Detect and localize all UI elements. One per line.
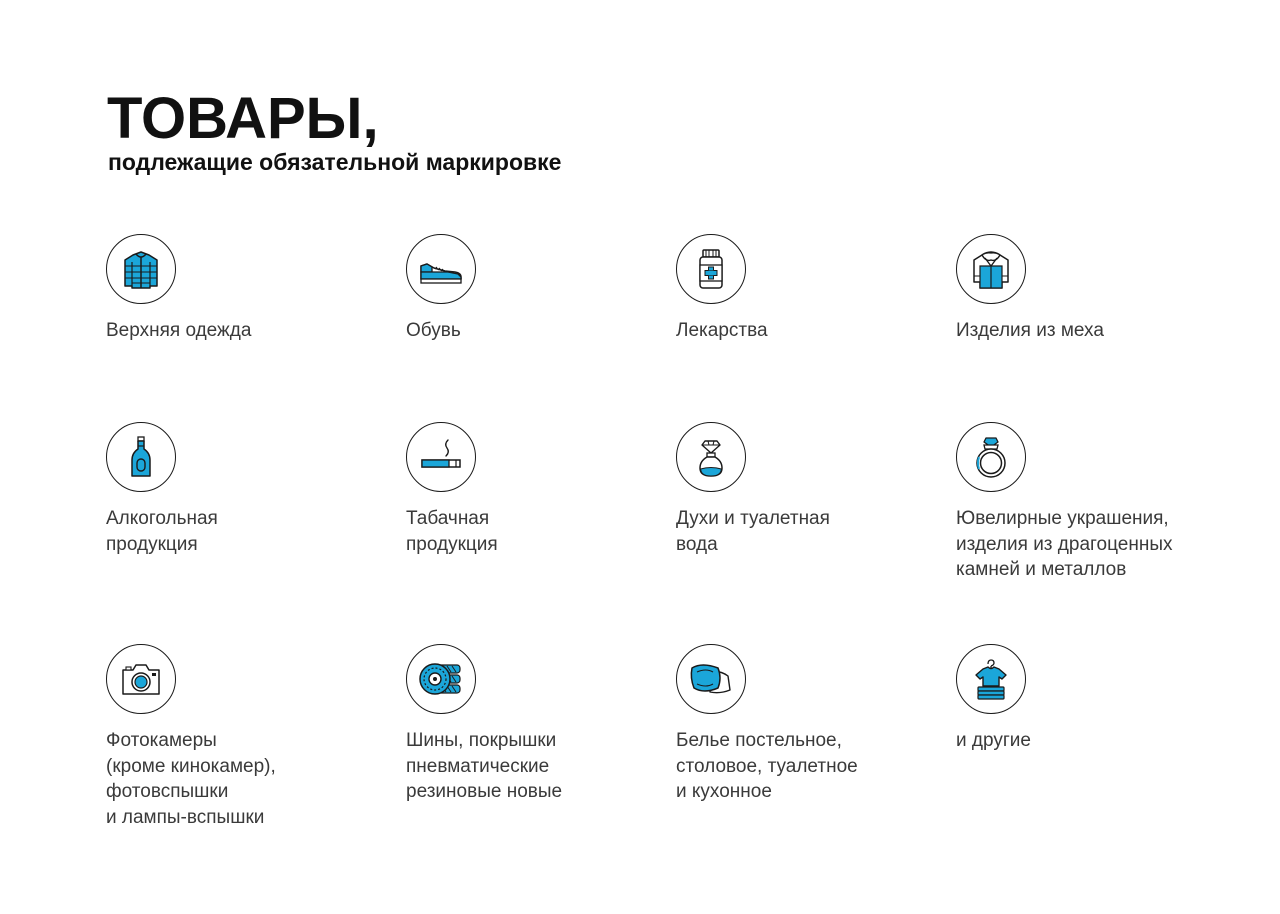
item-label: Фотокамеры (кроме кинокамер), фотовспышки и лампы-вспышки	[106, 730, 276, 828]
page-title: ТОВАРЫ,	[107, 86, 379, 151]
item-tires	[406, 644, 696, 805]
item-tobacco	[406, 422, 696, 557]
tire-icon	[418, 656, 464, 702]
jacket-icon	[118, 246, 164, 292]
item-label: Шины, покрышки пневматические резиновые новые	[406, 730, 563, 802]
icon-circle	[406, 234, 476, 304]
item-perfume	[676, 422, 966, 557]
item-linen	[676, 644, 966, 805]
icon-circle	[676, 422, 746, 492]
icon-circle	[106, 422, 176, 492]
pillow-icon	[688, 656, 734, 702]
item-outerwear	[106, 234, 396, 344]
fur-coat-icon	[968, 246, 1014, 292]
item-alcohol	[106, 422, 396, 557]
item-label: Алкогольная продукция	[106, 508, 218, 555]
icon-circle	[676, 234, 746, 304]
item-medicine	[676, 234, 966, 344]
item-footwear	[406, 234, 696, 344]
ring-icon	[968, 434, 1014, 480]
item-cameras	[106, 644, 396, 830]
icon-circle	[406, 644, 476, 714]
tshirt-hanger-icon	[968, 656, 1014, 702]
item-label: Изделия из меха	[956, 320, 1104, 341]
item-fur	[956, 234, 1246, 344]
icon-circle	[956, 234, 1026, 304]
item-label: Лекарства	[676, 320, 768, 341]
cigarette-icon	[418, 434, 464, 480]
icon-circle	[956, 422, 1026, 492]
item-label: Белье постельное, столовое, туалетное и кухонное	[676, 730, 858, 802]
page-subtitle: подлежащие обязательной маркировке	[108, 149, 562, 175]
camera-icon	[118, 656, 164, 702]
icon-circle	[106, 644, 176, 714]
item-label: Духи и туалетная вода	[676, 508, 830, 555]
icon-circle	[106, 234, 176, 304]
perfume-icon	[688, 434, 734, 480]
item-label: Ювелирные украшения, изделия из драгоценных камней и металлов	[956, 508, 1173, 580]
item-others	[956, 644, 1246, 754]
item-jewelry	[956, 422, 1246, 583]
item-label: и другие	[956, 730, 1031, 751]
medicine-bottle-icon	[688, 246, 734, 292]
icon-circle	[676, 644, 746, 714]
bottle-icon	[118, 434, 164, 480]
item-label: Верхняя одежда	[106, 320, 252, 341]
icon-circle	[956, 644, 1026, 714]
icon-circle	[406, 422, 476, 492]
item-label: Табачная продукция	[406, 508, 498, 555]
item-label: Обувь	[406, 320, 461, 341]
sneaker-icon	[418, 246, 464, 292]
